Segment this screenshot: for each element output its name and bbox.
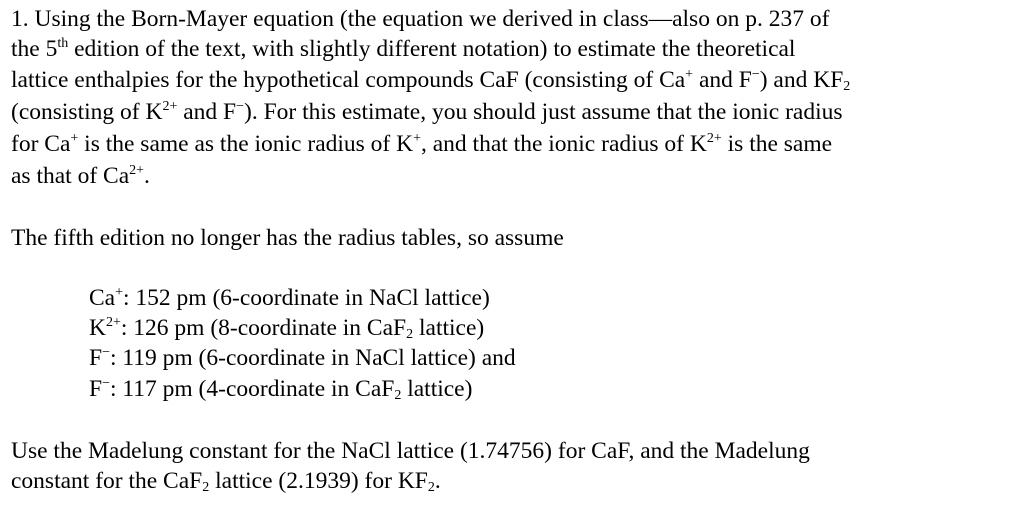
madelung-text: .	[434, 468, 441, 494]
superscript: −	[236, 99, 244, 114]
question-text: is the same as the ionic radius of K	[78, 131, 414, 157]
radius-item-f-4	[89, 374, 472, 404]
superscript: −	[751, 67, 760, 82]
radius-value: : 152 pm (6-coordinate in NaCl lattice)	[123, 285, 490, 311]
question-line-3	[11, 65, 850, 95]
subscript: 2	[394, 388, 402, 403]
radius-intro	[11, 223, 564, 253]
question-text: as that of Ca	[11, 163, 130, 189]
question-text: and F	[693, 67, 752, 93]
question-line-2	[11, 34, 795, 64]
madelung-line-2	[11, 466, 441, 496]
question-line-4	[11, 97, 843, 127]
madelung-text: Use the Madelung constant for the NaCl lattice (1.74756) for CaF, and the Madelung	[11, 438, 810, 464]
ion-charge: 2+	[105, 315, 121, 330]
superscript: +	[70, 131, 79, 146]
madelung-line-1	[11, 436, 810, 466]
superscript: th	[57, 36, 69, 51]
question-text: .	[144, 163, 150, 189]
question-text: for Ca	[11, 131, 71, 157]
question-text: is the same	[721, 131, 833, 157]
question-line-6	[11, 161, 150, 191]
radius-item-ca	[89, 283, 490, 313]
radius-intro-text: The fifth edition no longer has the radius tables, so assume	[11, 225, 564, 251]
question-line-5	[11, 129, 832, 159]
superscript: +	[685, 67, 694, 82]
ion-charge: −	[102, 376, 110, 391]
subscript: 2	[202, 480, 210, 495]
madelung-text: lattice (2.1939) for KF	[209, 468, 428, 494]
superscript: 2+	[162, 99, 178, 114]
radius-value: : 126 pm (8-coordinate in CaF	[120, 315, 407, 341]
ion-symbol: Ca	[89, 285, 116, 311]
question-text: lattice enthalpies for the hypothetical compounds CaF (consisting of Ca	[11, 67, 686, 93]
subscript: 2	[406, 327, 414, 342]
ion-charge: −	[102, 345, 110, 360]
ion-symbol: F	[89, 376, 103, 402]
question-text: ) and KF	[759, 67, 844, 93]
madelung-text: constant for the CaF	[11, 468, 203, 494]
ion-symbol: F	[89, 345, 103, 371]
radius-value: : 117 pm (4-coordinate in CaF	[109, 376, 395, 402]
question-text: the 5	[11, 36, 58, 62]
subscript: 2	[427, 480, 435, 495]
radius-value: : 119 pm (6-coordinate in NaCl lattice) and	[109, 345, 516, 371]
radius-item-k	[89, 313, 484, 343]
ion-symbol: K	[89, 315, 106, 341]
question-text: (consisting of K	[11, 99, 163, 125]
question-text: and F	[177, 99, 237, 125]
ion-charge: +	[115, 285, 124, 300]
question-text: edition of the text, with slightly different notation) to estimate the theoretical	[68, 36, 796, 62]
superscript: 2+	[706, 131, 722, 146]
question-line-1	[11, 4, 829, 34]
radius-item-f-6	[89, 343, 516, 373]
superscript: 2+	[129, 163, 145, 178]
radius-value-tail: lattice)	[413, 315, 485, 341]
question-text: , and that the ionic radius of K	[421, 131, 707, 157]
radius-value-tail: lattice)	[401, 376, 473, 402]
subscript: 2	[843, 79, 851, 94]
question-text: 1. Using the Born-Mayer equation (the equation we derived in class—also on p. 237 of	[11, 6, 830, 32]
question-text: ). For this estimate, you should just assume that the ionic radius	[244, 99, 843, 125]
superscript: +	[413, 131, 421, 146]
